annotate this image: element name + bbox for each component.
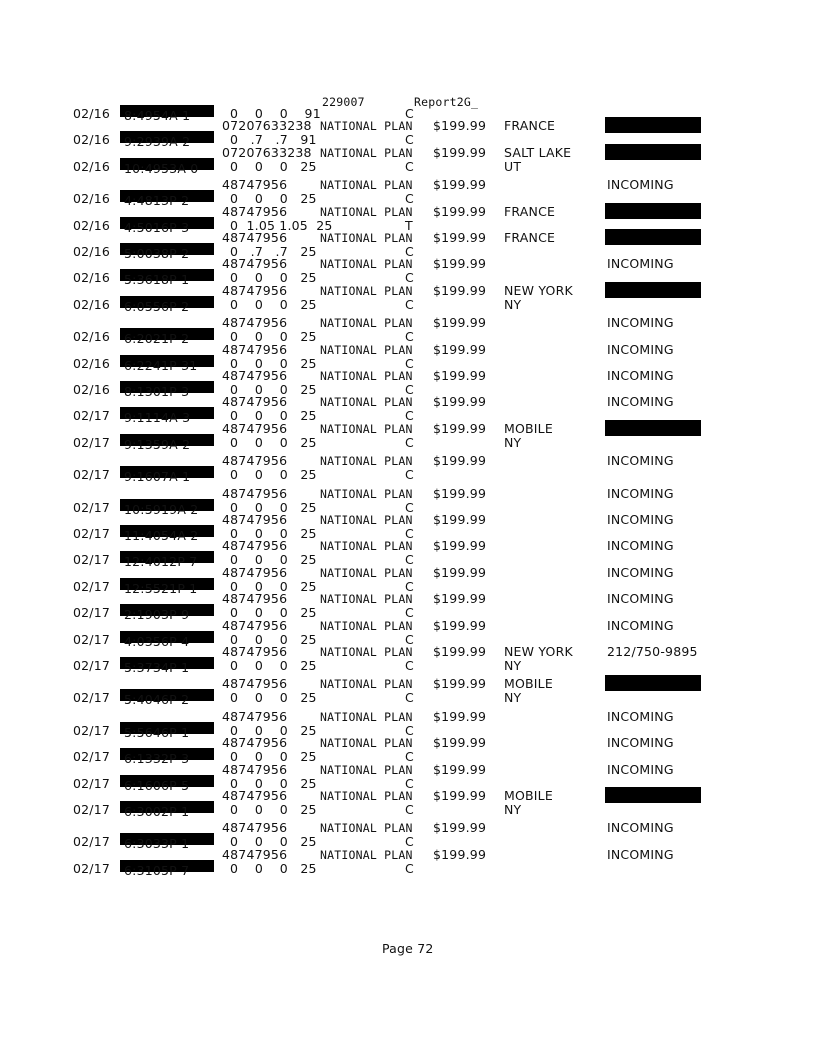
plan-price: $199.99 (433, 420, 487, 436)
call-charges: 0 0 0 25 (230, 658, 317, 673)
call-time: 5:3734P 1 (124, 660, 190, 675)
call-destination: INCOMING (607, 453, 674, 469)
plan-name: NATIONAL PLAN (320, 486, 413, 501)
call-destination: INCOMING (607, 177, 674, 193)
call-time: 6:2241P 31 (124, 357, 198, 373)
account-number: 48747956 (222, 788, 288, 803)
call-charges: 0 0 0 25 (230, 605, 317, 621)
call-time: 4:4813P 2 (124, 193, 190, 209)
plan-price: $199.99 (433, 256, 487, 272)
call-charges: 0 0 0 25 (230, 552, 317, 568)
call-charges: 0 0 0 25 (230, 526, 317, 541)
plan-name: NATIONAL PLAN (320, 592, 413, 607)
call-code: C (405, 658, 414, 673)
call-date: 02/17 (73, 749, 111, 765)
call-date: 02/17 (73, 467, 111, 483)
call-code: C (405, 355, 414, 371)
account-number: 48747956 (222, 177, 288, 193)
plan-name: NATIONAL PLAN (320, 395, 413, 410)
call-charges: 0 0 0 25 (230, 722, 317, 738)
call-charges: 0 0 0 25 (230, 355, 317, 371)
call-date: 02/17 (73, 722, 111, 738)
plan-name: NATIONAL PLAN (320, 645, 413, 659)
call-destination: INCOMING (607, 256, 674, 272)
account-number: 48747956 (222, 368, 288, 383)
call-date: 02/17 (73, 605, 111, 621)
call-date: 02/16 (73, 329, 111, 345)
plan-price: $199.99 (433, 315, 487, 331)
call-date: 02/17 (73, 775, 111, 791)
account-number: 48747956 (222, 420, 288, 436)
call-date: 02/16 (73, 132, 111, 148)
call-charges: 0 0 0 25 (230, 467, 317, 483)
call-time: 6:3002P 1 (124, 804, 190, 819)
account-number: 48747956 (222, 315, 288, 331)
call-time: 10:5919A 2 (124, 501, 199, 517)
plan-price: $199.99 (433, 177, 487, 193)
call-code: C (405, 802, 414, 817)
call-code: C (405, 382, 414, 397)
call-date: 02/17 (73, 578, 111, 594)
plan-price: $199.99 (433, 203, 487, 219)
call-code: C (405, 578, 414, 594)
call-time: 12:5521P 1 (124, 580, 198, 596)
call-code: C (405, 106, 414, 121)
plan-name: NATIONAL PLAN (320, 342, 413, 357)
account-number: 48747956 (222, 485, 288, 501)
plan-name: NATIONAL PLAN (320, 316, 413, 331)
call-charges: 0 0 0 25 (230, 802, 317, 817)
account-number: 48747956 (222, 341, 288, 357)
account-number: 48747956 (222, 761, 288, 777)
call-location-state: NY (504, 802, 522, 817)
call-location-state: UT (504, 158, 522, 174)
account-number: 48747956 (222, 617, 288, 633)
call-location: SALT LAKE (504, 144, 572, 160)
call-code: C (405, 434, 414, 450)
call-charges: 0 0 0 25 (230, 690, 317, 706)
plan-name: NATIONAL PLAN (320, 119, 413, 134)
call-time: 6:1332P 3 (124, 751, 190, 767)
destination-redaction-bar (605, 203, 701, 219)
plan-name: NATIONAL PLAN (320, 709, 413, 724)
call-location: NEW YORK (504, 282, 573, 298)
call-time: 9:1607A 1 (124, 469, 191, 485)
call-location: MOBILE (504, 676, 553, 692)
account-number: 48747956 (222, 394, 288, 410)
plan-price: $199.99 (433, 394, 487, 410)
call-location: FRANCE (504, 203, 556, 219)
call-charges: 0 0 0 25 (230, 382, 317, 397)
plan-price: $199.99 (433, 846, 487, 862)
plan-price: $199.99 (433, 230, 487, 245)
plan-price: $199.99 (433, 644, 487, 659)
call-code: C (405, 296, 414, 312)
plan-price: $199.99 (433, 564, 487, 580)
call-location-state: NY (504, 434, 522, 450)
call-destination: INCOMING (607, 846, 674, 862)
call-date: 02/17 (73, 860, 111, 876)
call-destination: INCOMING (607, 394, 674, 410)
plan-name: NATIONAL PLAN (320, 421, 413, 436)
call-destination: INCOMING (607, 820, 674, 836)
call-destination: INCOMING (607, 591, 674, 607)
call-charges: 0 0 0 25 (230, 631, 317, 647)
destination-redaction-bar (605, 420, 701, 436)
call-code: C (405, 467, 414, 483)
plan-price: $199.99 (433, 144, 487, 160)
call-code: T (405, 217, 413, 233)
plan-name: NATIONAL PLAN (320, 283, 413, 298)
destination-redaction-bar (605, 144, 701, 160)
plan-price: $199.99 (433, 708, 487, 724)
call-charges: 0 0 0 25 (230, 860, 317, 876)
plan-price: $199.99 (433, 788, 487, 803)
account-number: 48747956 (222, 512, 288, 527)
plan-name: NATIONAL PLAN (320, 257, 413, 272)
account-number: 48747956 (222, 538, 288, 554)
plan-name: NATIONAL PLAN (320, 204, 413, 219)
call-charges: 0 0 0 25 (230, 158, 317, 174)
account-number: 48747956 (222, 820, 288, 836)
call-location: FRANCE (504, 230, 556, 245)
plan-price: $199.99 (433, 368, 487, 383)
call-code: C (405, 158, 414, 174)
call-date: 02/16 (73, 355, 111, 371)
plan-name: NATIONAL PLAN (320, 178, 413, 193)
call-charges: 0 0 0 25 (230, 296, 317, 312)
plan-name: NATIONAL PLAN (320, 231, 413, 245)
plan-price: $199.99 (433, 118, 487, 134)
call-date: 02/16 (73, 158, 111, 174)
call-code: C (405, 499, 414, 515)
call-time: 9:1114A 3 (124, 410, 191, 426)
account-number: 48747956 (222, 644, 288, 659)
call-charges: 0 0 0 25 (230, 191, 317, 207)
call-time: 9:2939A 2 (124, 134, 191, 150)
plan-price: $199.99 (433, 591, 487, 607)
call-date: 02/17 (73, 434, 111, 450)
call-code: C (405, 270, 414, 286)
call-charges: 0 .7 .7 91 (230, 132, 317, 148)
call-charges: 0 0 0 25 (230, 775, 317, 791)
call-time: 5:4046P 2 (124, 692, 190, 708)
plan-name: NATIONAL PLAN (320, 618, 413, 633)
call-code: C (405, 722, 414, 738)
call-code: C (405, 552, 414, 568)
plan-price: $199.99 (433, 538, 487, 554)
call-destination: INCOMING (607, 564, 674, 580)
account-number: 07207633238 (222, 144, 312, 160)
plan-price: $199.99 (433, 676, 487, 692)
call-destination: INCOMING (607, 538, 674, 554)
call-charges: 0 0 0 25 (230, 270, 317, 286)
call-code: C (405, 860, 414, 876)
call-charges: 0 0 0 25 (230, 329, 317, 345)
call-code: C (405, 775, 414, 791)
account-number: 07207633238 (222, 118, 312, 134)
plan-name: NATIONAL PLAN (320, 454, 413, 469)
call-time: 9:1359A 2 (124, 436, 191, 452)
call-destination: INCOMING (607, 485, 674, 501)
destination-redaction-bar (605, 282, 701, 298)
call-date: 02/17 (73, 408, 111, 424)
call-charges: 0 0 0 91 (230, 106, 321, 121)
call-time: 5:3618P 1 (124, 272, 190, 288)
call-date: 02/16 (73, 382, 111, 397)
account-number: 48747956 (222, 564, 288, 580)
account-number: 48747956 (222, 735, 288, 751)
plan-name: NATIONAL PLAN (320, 736, 413, 751)
call-time: 12:4012P 7 (124, 554, 198, 570)
destination-redaction-bar (605, 675, 701, 691)
call-date: 02/16 (73, 270, 111, 286)
account-number: 48747956 (222, 256, 288, 272)
call-charges: 0 0 0 25 (230, 499, 317, 515)
plan-name: NATIONAL PLAN (320, 513, 413, 527)
account-number: 48747956 (222, 846, 288, 862)
call-destination: INCOMING (607, 341, 674, 357)
call-date: 02/16 (73, 244, 111, 259)
call-location-state: NY (504, 690, 522, 706)
call-location: NEW YORK (504, 644, 573, 659)
call-time: 10:4953A 0 (124, 160, 199, 176)
plan-price: $199.99 (433, 761, 487, 777)
call-time: 11:4054A 2 (124, 528, 199, 543)
plan-name: NATIONAL PLAN (320, 762, 413, 777)
call-charges: 0 .7 .7 25 (230, 244, 317, 259)
account-number: 48747956 (222, 453, 288, 469)
call-charges: 0 0 0 25 (230, 578, 317, 594)
destination-redaction-bar (605, 787, 701, 803)
account-number: 48747956 (222, 591, 288, 607)
call-time: 5:5646P 1 (124, 724, 190, 740)
call-location: FRANCE (504, 118, 556, 134)
call-location: MOBILE (504, 788, 553, 803)
call-destination: INCOMING (607, 761, 674, 777)
destination-redaction-bar (605, 229, 701, 245)
call-date: 02/17 (73, 499, 111, 515)
plan-name: NATIONAL PLAN (320, 565, 413, 580)
call-date: 02/17 (73, 802, 111, 817)
plan-price: $199.99 (433, 453, 487, 469)
call-destination: INCOMING (607, 368, 674, 383)
plan-price: $199.99 (433, 512, 487, 527)
call-code: C (405, 834, 414, 850)
call-location-state: NY (504, 658, 522, 673)
call-date: 02/16 (73, 217, 111, 233)
plan-price: $199.99 (433, 282, 487, 298)
call-code: C (405, 244, 414, 259)
account-number: 48747956 (222, 230, 288, 245)
call-code: C (405, 191, 414, 207)
call-time: 6:2021P 2 (124, 331, 190, 347)
plan-price: $199.99 (433, 820, 487, 836)
call-date: 02/16 (73, 296, 111, 312)
call-time: 8:4954A 1 (124, 108, 191, 123)
call-code: C (405, 690, 414, 706)
plan-price: $199.99 (433, 485, 487, 501)
call-time: 6:3105P 7 (124, 862, 190, 878)
call-date: 02/17 (73, 552, 111, 568)
call-charges: 0 0 0 25 (230, 408, 317, 424)
call-time: 4:0356P 4 (124, 633, 190, 649)
plan-name: NATIONAL PLAN (320, 677, 413, 692)
call-date: 02/17 (73, 834, 111, 850)
call-time: 6:0556P 2 (124, 298, 190, 314)
call-code: C (405, 408, 414, 424)
call-charges: 0 0 0 25 (230, 749, 317, 765)
call-code: C (405, 329, 414, 345)
plan-price: $199.99 (433, 735, 487, 751)
plan-name: NATIONAL PLAN (320, 821, 413, 836)
report-id: 229007 (322, 95, 365, 109)
call-destination: 212/750-9895 (607, 644, 698, 659)
call-destination: INCOMING (607, 617, 674, 633)
call-time: 6:3033P 1 (124, 836, 190, 852)
call-time: 5:0038P 2 (124, 246, 190, 261)
call-date: 02/16 (73, 191, 111, 207)
call-time: 2:1903P 9 (124, 607, 190, 623)
call-destination: INCOMING (607, 512, 674, 527)
plan-name: NATIONAL PLAN (320, 539, 413, 554)
call-date: 02/17 (73, 690, 111, 706)
call-code: C (405, 631, 414, 647)
account-number: 48747956 (222, 282, 288, 298)
call-charges: 0 1.05 1.05 25 (230, 217, 333, 233)
account-number: 48747956 (222, 676, 288, 692)
call-date: 02/17 (73, 658, 111, 673)
plan-price: $199.99 (433, 341, 487, 357)
account-number: 48747956 (222, 708, 288, 724)
plan-name: NATIONAL PLAN (320, 847, 413, 862)
call-time: 4:5016P 3 (124, 219, 190, 235)
call-code: C (405, 605, 414, 621)
plan-name: NATIONAL PLAN (320, 145, 413, 160)
plan-price: $199.99 (433, 617, 487, 633)
call-date: 02/16 (73, 106, 111, 121)
call-code: C (405, 526, 414, 541)
call-code: C (405, 749, 414, 765)
call-code: C (405, 132, 414, 148)
plan-name: NATIONAL PLAN (320, 369, 413, 383)
call-destination: INCOMING (607, 315, 674, 331)
plan-name: NATIONAL PLAN (320, 789, 413, 803)
call-location-state: NY (504, 296, 522, 312)
destination-redaction-bar (605, 117, 701, 133)
call-charges: 0 0 0 25 (230, 834, 317, 850)
call-charges: 0 0 0 25 (230, 434, 317, 450)
call-destination: INCOMING (607, 735, 674, 751)
call-location: MOBILE (504, 420, 553, 436)
call-date: 02/17 (73, 631, 111, 647)
call-date: 02/17 (73, 526, 111, 541)
account-number: 48747956 (222, 203, 288, 219)
report-name: Report2G_ (414, 95, 479, 109)
page-number: Page 72 (382, 941, 434, 956)
call-destination: INCOMING (607, 708, 674, 724)
call-time: 8:1301P 3 (124, 384, 190, 399)
call-time: 6:1606P 5 (124, 777, 190, 793)
